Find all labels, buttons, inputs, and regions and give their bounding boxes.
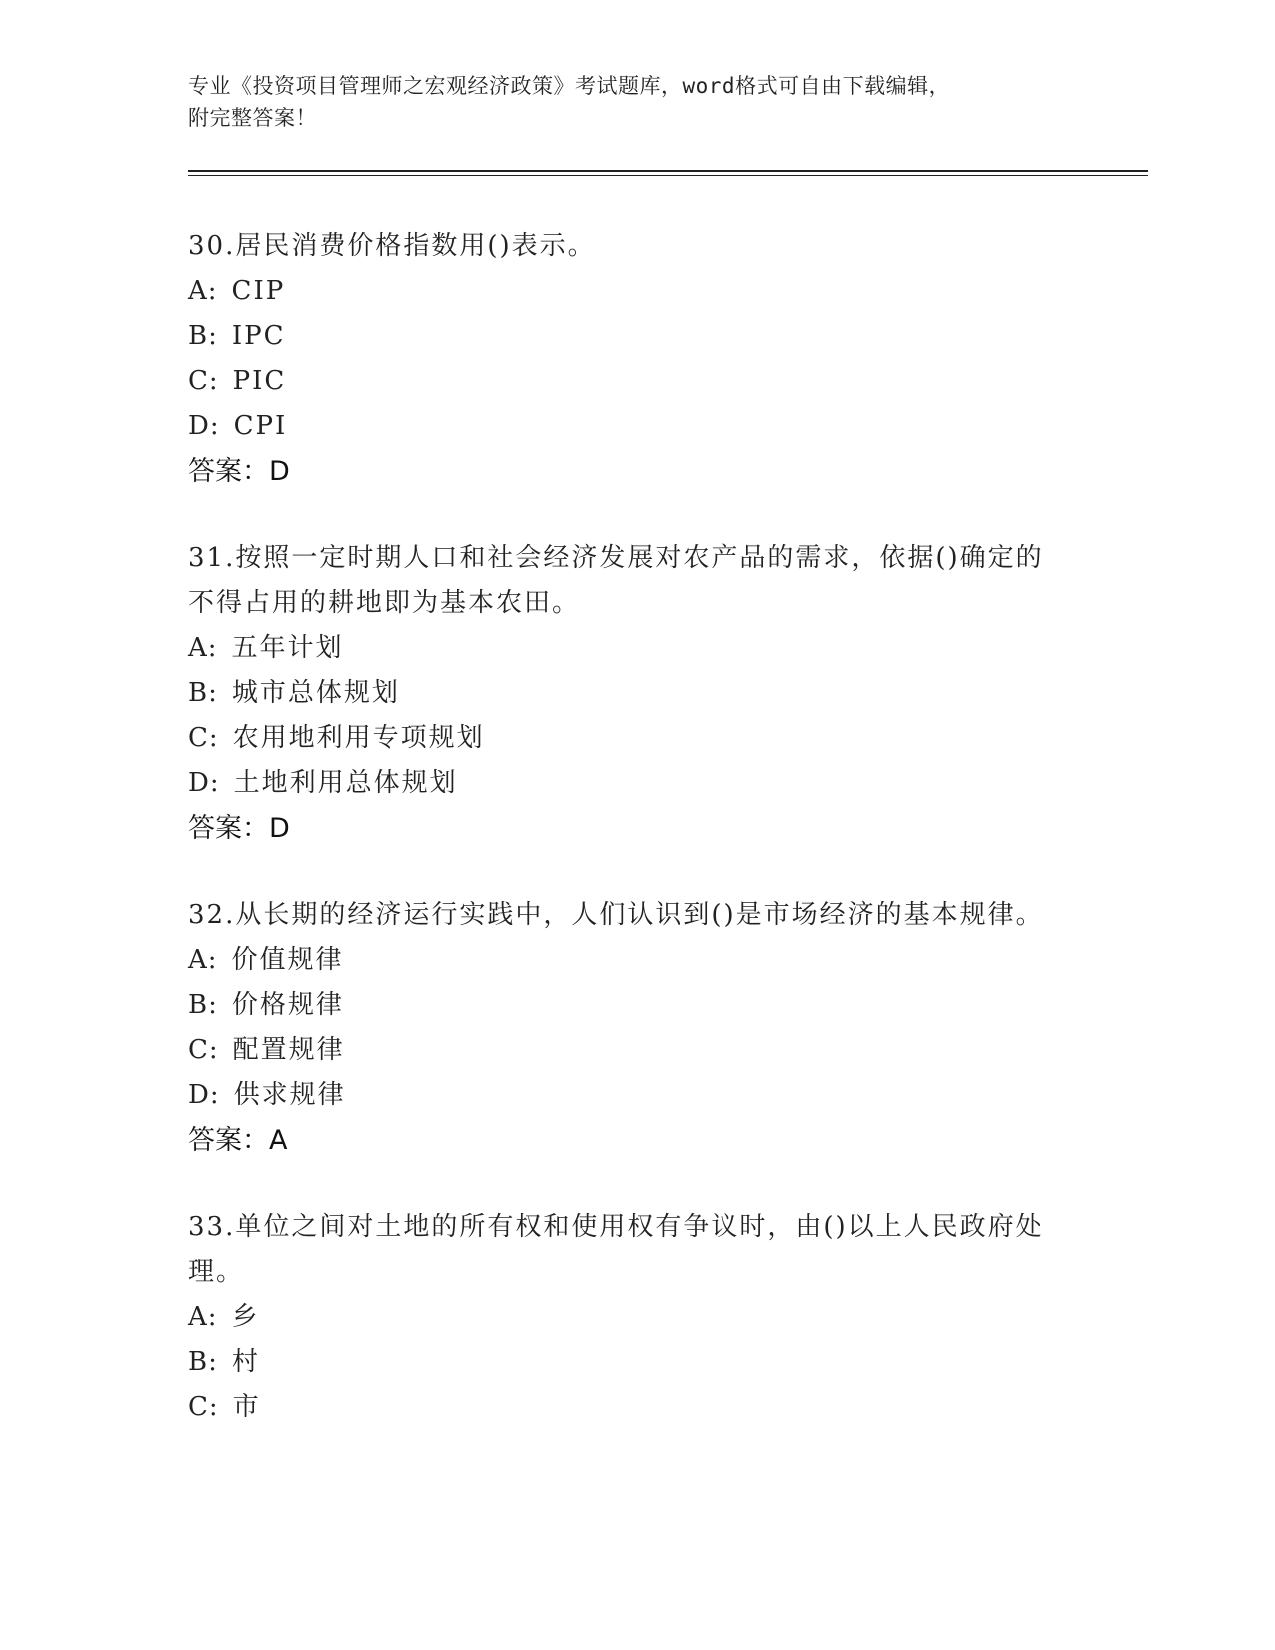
option-text: 五年计划 <box>231 633 344 663</box>
option-key: A: <box>188 945 218 975</box>
option-b <box>188 983 1148 1028</box>
option-key: C: <box>188 1035 219 1065</box>
question-list <box>188 224 1148 1430</box>
document-header <box>188 70 1148 134</box>
option-key: C: <box>188 366 219 396</box>
option-b <box>188 1340 1148 1385</box>
option-c <box>188 716 1148 761</box>
option-text: 价值规律 <box>231 945 344 975</box>
answer-line: 答案：A <box>188 1125 288 1156</box>
question-30 <box>188 224 1148 494</box>
option-key: B: <box>188 1347 218 1377</box>
option-key: D: <box>188 1080 220 1110</box>
option-text: CPI <box>233 411 288 441</box>
option-key: B: <box>188 990 218 1020</box>
option-text: PIC <box>232 366 287 396</box>
option-key: B: <box>188 678 218 708</box>
question-stem: 30.居民消费价格指数用()表示。 <box>188 231 596 261</box>
answer-line: 答案：D <box>188 456 290 487</box>
option-key: A: <box>188 1302 218 1332</box>
option-text: CIP <box>231 276 286 306</box>
option-d <box>188 761 1148 806</box>
option-b <box>188 671 1148 716</box>
option-d <box>188 404 1148 449</box>
option-b <box>188 314 1148 359</box>
option-a <box>188 626 1148 671</box>
question-32 <box>188 893 1148 1163</box>
option-c <box>188 359 1148 404</box>
option-key: D: <box>188 411 220 441</box>
option-key: A: <box>188 276 218 306</box>
option-d <box>188 1073 1148 1118</box>
option-a <box>188 938 1148 983</box>
question-33 <box>188 1205 1148 1430</box>
option-text: IPC <box>231 321 286 351</box>
option-key: A: <box>188 633 218 663</box>
question-stem: 32.从长期的经济运行实践中，人们认识到()是市场经济的基本规律。 <box>188 900 1044 930</box>
option-text: 乡 <box>231 1302 260 1332</box>
option-text: 配置规律 <box>232 1035 345 1065</box>
option-key: C: <box>188 1392 219 1422</box>
option-text: 城市总体规划 <box>231 678 400 708</box>
option-text: 土地利用总体规划 <box>233 768 458 798</box>
header-divider <box>188 170 1148 172</box>
option-text: 市 <box>232 1392 261 1422</box>
header-line-1: 专业《投资项目管理师之宏观经济政策》考试题库，word格式可自由下载编辑， <box>188 74 951 98</box>
option-a <box>188 269 1148 314</box>
question-stem: 31.按照一定时期人口和社会经济发展对农产品的需求，依据()确定的不得占用的耕地即为基本农田。 <box>188 543 1044 618</box>
question-31 <box>188 536 1148 851</box>
header-line-2: 附完整答案！ <box>188 106 317 130</box>
option-text: 农用地利用专项规划 <box>232 723 485 753</box>
option-text: 村 <box>231 1347 260 1377</box>
question-stem: 33.单位之间对土地的所有权和使用权有争议时，由()以上人民政府处理。 <box>188 1212 1044 1287</box>
option-text: 供求规律 <box>233 1080 346 1110</box>
option-key: B: <box>188 321 218 351</box>
option-c <box>188 1385 1148 1430</box>
option-key: C: <box>188 723 219 753</box>
answer-line: 答案：D <box>188 813 290 844</box>
option-text: 价格规律 <box>231 990 344 1020</box>
option-key: D: <box>188 768 220 798</box>
document-page <box>188 70 1148 1472</box>
option-a <box>188 1295 1148 1340</box>
option-c <box>188 1028 1148 1073</box>
